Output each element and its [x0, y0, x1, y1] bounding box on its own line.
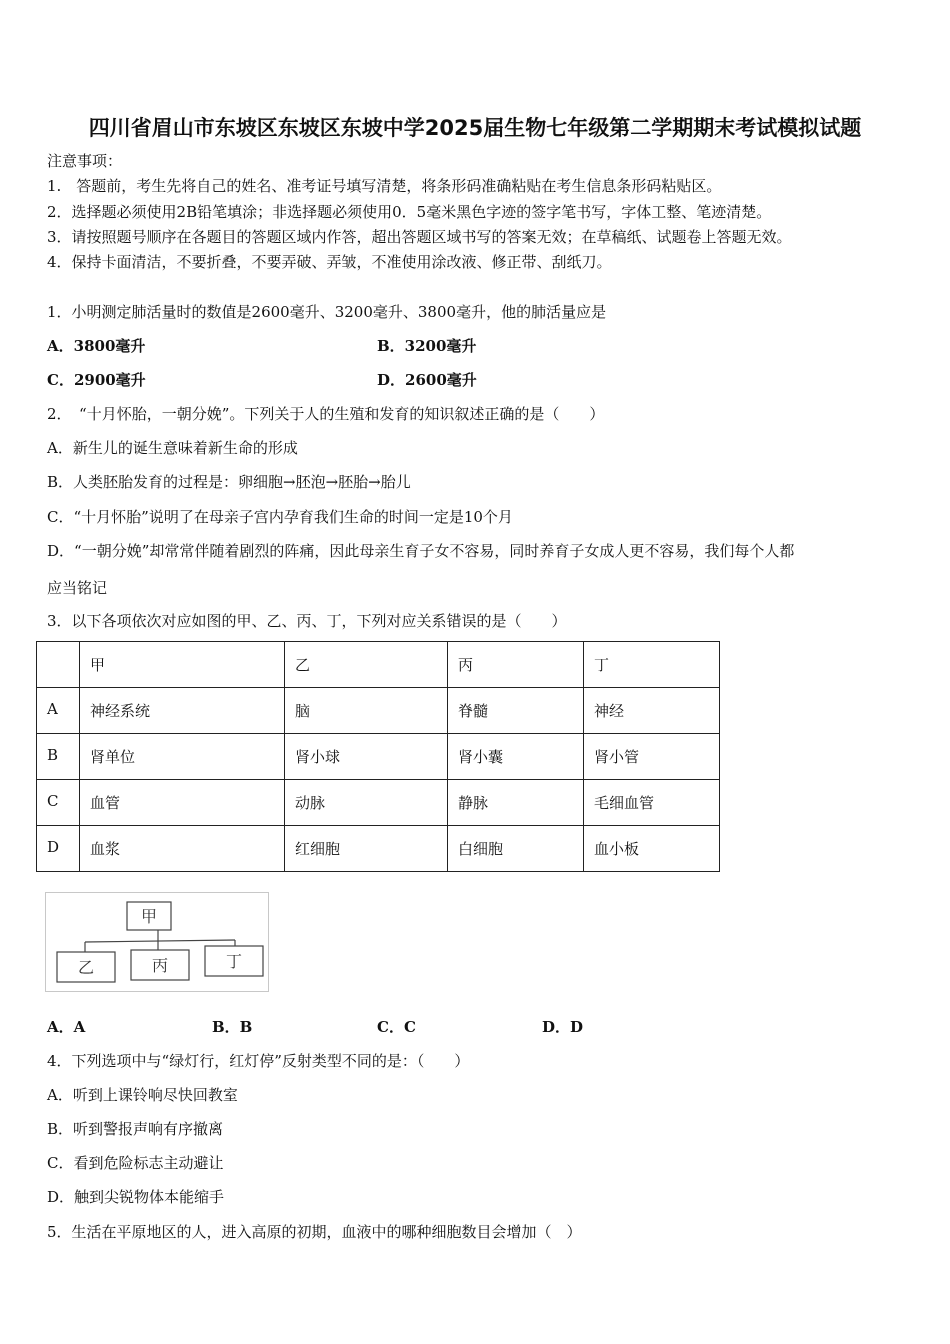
notice-heading: 注意事项：: [47, 152, 123, 170]
q1-option-b[interactable]: B．3200毫升: [377, 337, 477, 355]
table-row: [37, 826, 720, 872]
q3-option-b[interactable]: B．B: [212, 1018, 253, 1036]
q3-table: [36, 641, 720, 872]
notice-item-2: 2．选择题必须使用2B铅笔填涂；非选择题必须使用0．5毫米黑色字迹的签字笔书写，字体工整、笔迹清楚。: [47, 203, 772, 221]
diagram-connector: [85, 940, 235, 942]
q4-option-d[interactable]: D．触到尖锐物体本能缩手: [47, 1188, 225, 1206]
q2-stem: 2． “十月怀胎，一朝分娩”。下列关于人的生殖和发育的知识叙述正确的是（ ）: [47, 405, 605, 423]
q1-option-d[interactable]: D．2600毫升: [377, 371, 477, 389]
q2-option-b[interactable]: B．人类胚胎发育的过程是：卵细胞→胚泡→胚胎→胎儿: [47, 473, 411, 491]
q4-option-a[interactable]: A．听到上课铃响尽快回教室: [47, 1086, 238, 1104]
table-cell: 血管: [80, 780, 285, 826]
q4-option-c[interactable]: C．看到危险标志主动避让: [47, 1154, 224, 1172]
notice-item-3: 3．请按照题号顺序在各题目的答题区域内作答，超出答题区域书写的答案无效；在草稿纸、试题卷上答题无效。: [47, 228, 792, 246]
table-cell: 肾小囊: [448, 734, 584, 780]
table-row: [37, 688, 720, 734]
table-cell: 肾小球: [285, 734, 448, 780]
table-row: [37, 780, 720, 826]
q2-option-d-line1[interactable]: D．“一朝分娩”却常常伴随着剧烈的阵痛，因此母亲生育子女不容易，同时养育子女成人更不容易，我们每个人都: [47, 542, 795, 560]
notice-item-4: 4．保持卡面清洁，不要折叠，不要弄破、弄皱，不准使用涂改液、修正带、刮纸刀。: [47, 253, 612, 271]
diagram-label-left: 乙: [77, 958, 95, 977]
page-title: 四川省眉山市东坡区东坡区东坡中学2025届生物七年级第二学期期末考试模拟试题: [88, 116, 862, 140]
table-cell: 静脉: [448, 780, 584, 826]
q3-hierarchy-diagram: [45, 892, 269, 992]
q1-option-c[interactable]: C．2900毫升: [47, 371, 146, 389]
table-cell: D: [37, 826, 80, 872]
table-cell: 神经: [584, 688, 720, 734]
table-cell: 脊髓: [448, 688, 584, 734]
q4-stem: 4．下列选项中与“绿灯行，红灯停”反射类型不同的是：（ ）: [47, 1052, 470, 1070]
diagram-label-right: 丁: [225, 952, 243, 971]
table-cell: 血浆: [80, 826, 285, 872]
table-header-row: [37, 642, 720, 688]
table-header-cell: 甲: [80, 642, 285, 688]
table-cell: 神经系统: [80, 688, 285, 734]
table-cell: 血小板: [584, 826, 720, 872]
table-cell: 白细胞: [448, 826, 584, 872]
q2-option-c[interactable]: C．“十月怀胎”说明了在母亲子宫内孕育我们生命的时间一定是10个月: [47, 508, 513, 526]
table-cell: C: [37, 780, 80, 826]
q1-stem: 1．小明测定肺活量时的数值是2600毫升、3200毫升、3800毫升，他的肺活量应是: [47, 303, 607, 321]
q3-stem: 3．以下各项依次对应如图的甲、乙、丙、丁，下列对应关系错误的是（ ）: [47, 612, 567, 630]
table-header-cell: 丁: [584, 642, 720, 688]
diagram-label-top: 甲: [140, 907, 158, 926]
table-cell: 肾单位: [80, 734, 285, 780]
table-cell: 动脉: [285, 780, 448, 826]
table-cell: 脑: [285, 688, 448, 734]
table-row: [37, 734, 720, 780]
table-header-cell: 丙: [448, 642, 584, 688]
q3-option-d[interactable]: D．D: [542, 1018, 584, 1036]
table-cell: 肾小管: [584, 734, 720, 780]
q1-option-a[interactable]: A．3800毫升: [47, 337, 146, 355]
q3-option-c[interactable]: C．C: [377, 1018, 416, 1036]
diagram-label-middle: 丙: [151, 956, 169, 975]
notice-item-1: 1. 答题前，考生先将自己的姓名、准考证号填写清楚，将条形码准确粘贴在考生信息条形码粘贴区。: [47, 177, 722, 195]
table-cell: B: [37, 734, 80, 780]
table-cell: [37, 642, 80, 688]
table-cell: 红细胞: [285, 826, 448, 872]
q2-option-a[interactable]: A．新生儿的诞生意味着新生命的形成: [47, 439, 298, 457]
table-cell: 毛细血管: [584, 780, 720, 826]
table-header-cell: 乙: [285, 642, 448, 688]
q2-option-d-line2[interactable]: 应当铭记: [47, 579, 108, 597]
q4-option-b[interactable]: B．听到警报声响有序撤离: [47, 1120, 224, 1138]
q3-option-a[interactable]: A．A: [47, 1018, 86, 1036]
q5-stem: 5．生活在平原地区的人，进入高原的初期，血液中的哪种细胞数目会增加（ ）: [47, 1223, 582, 1241]
table-cell: A: [37, 688, 80, 734]
